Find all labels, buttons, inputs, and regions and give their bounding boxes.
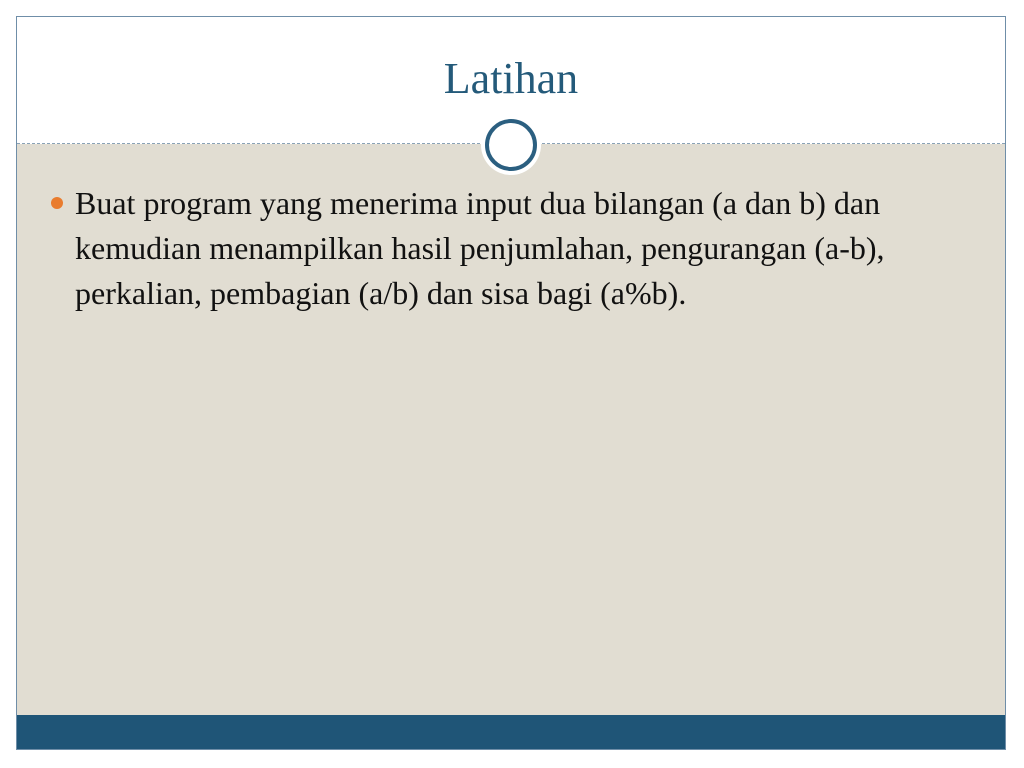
bullet-text: Buat program yang menerima input dua bilangan (a dan b) dan kemudian menampilkan hasil penjumlahan, pengurangan (a-b), perkalian, pembagian (a/b) dan sisa bagi (a%b). — [75, 185, 885, 311]
slide-title: Latihan — [443, 54, 579, 103]
slide-content — [51, 181, 961, 316]
footer-bar — [17, 715, 1005, 749]
bullet-item — [51, 181, 961, 316]
double-circle-icon — [485, 119, 537, 171]
slide — [16, 16, 1006, 750]
bullet-dot-icon — [51, 197, 63, 209]
